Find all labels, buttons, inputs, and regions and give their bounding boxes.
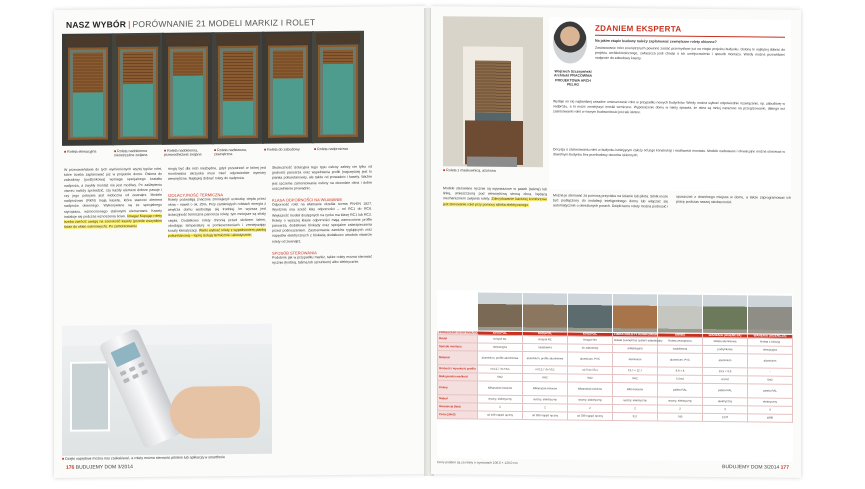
article-column-1: [64, 167, 162, 320]
table-row-label: Gwarancja (lata): [438, 403, 478, 411]
table-cell: ręczny, elektryczny: [478, 395, 523, 403]
table-cell: 2170: [703, 414, 748, 422]
table-product-photo: [703, 293, 748, 333]
expert-question: Na jakim etapie budowy należy zaplanować zewnętrzne rolety okienne?: [595, 38, 717, 45]
house-photo: [443, 16, 543, 167]
table-row-label: Napęd: [438, 395, 478, 403]
column-2-text-b: Rolety pozwalają znacznie zmniejszyć ucieczkę ciepła przez okna – nawet o ok. 25%. Przy zamkniętych roletach energia z wnętrza domu wydostaje się trudniej. Im wyższa jest izolacyjność termiczna pancerza rolety, tym mniejsze są straty ciepła. Dodatkowo rolety chronią przed słońcem latem, obniżając temperaturę w pomieszczeniach i zmniejszając koszty klimatyzacji.: [168, 196, 266, 233]
table-cell: 6m2: [523, 374, 568, 382]
expert-rule: [595, 35, 785, 38]
table-cell: Krispol RL: [478, 335, 523, 343]
table-cell: Roleta aluminiowa: [703, 338, 748, 346]
expert-heading: ZDANIEM EKSPERTA: [595, 23, 682, 34]
table-cell: paleta RAL: [748, 384, 793, 398]
table-cell: 6m2: [568, 374, 613, 382]
table-cell: 3: [703, 406, 748, 414]
page-number-right: 177: [780, 464, 789, 471]
expert-box: [549, 17, 791, 192]
column-3-text-b: Odporność rolet na włamanie określa norma PN-EN 1627. Wyróżnia ona sześć klas odporności – od RC1 do RC6. Większość modeli dostępnych na rynku ma klasę RC1 lub RC2. Rolety o wyższej klasie odporności mają wzmocnione profile pancerza, dodatkowe blokady oraz specjalne zabezpieczenia przed podnoszeniem. Zastosowanie zamków ryglujących oraz napędów elektrycznych z blokadą dodatkowo utrudnia otwarcie rolety od zewnątrz.: [272, 201, 372, 244]
column-3-text-c: Podobnie jak w przypadku markiz, także rolety można sterować ręcznie (korbką, taśmą lub sznurkiem) albo elektrycznie.: [272, 254, 372, 265]
section-heading-control: SPOSÓB STEROWANIA: [272, 250, 317, 256]
right-column-1-text: Modele sterowane ręcznie są wyposażone w pasek (taśmę) lub linkę, umieszczoną pod wewnętrzną stroną okna, będącą mechanizmem zwijania rolety.: [443, 186, 547, 202]
table-brand-cell: ANWIS: [658, 333, 703, 338]
photo-caption-3: ■ Roleta nadokienna, przewodnictwie zwijana: [164, 148, 202, 158]
table-row-label: Sposób montażu: [438, 343, 478, 351]
table-cell: podtynkowa: [703, 346, 748, 354]
table-cell: Roleta z żaluzją: [748, 338, 793, 346]
table-cell: ręczny, elektryczny: [613, 397, 658, 405]
right-page: [431, 6, 801, 478]
table-cell: 13,7 × 12,7: [613, 367, 658, 375]
table-product-photo: [523, 292, 568, 332]
photo-top-mounted-shutter: [212, 32, 264, 145]
table-cell: aluminium, profile aluminiowe: [478, 351, 523, 365]
roller-shutter-photos: [62, 31, 362, 156]
left-footer: [66, 464, 133, 471]
expert-name: Wojciech Szczepański Architekt PRACOWNIA PROJEKTOWA ARCH PELAG: [553, 69, 593, 87]
photo-lintel-shutter: [312, 31, 364, 144]
table-product-photo: [748, 294, 793, 334]
table-cell: 2: [478, 403, 523, 411]
table-cell: paleta RAL: [658, 383, 703, 397]
table-cell: 317: [613, 413, 658, 421]
table-row-label: Materiał: [438, 351, 478, 365]
remote-control-photo: [62, 324, 272, 456]
table-cell: od 339 napęd ręczny: [568, 412, 613, 420]
table-cell: ręczny, elektryczny: [658, 397, 703, 405]
table-cell: 2: [523, 404, 568, 412]
hand: [170, 386, 260, 439]
column-3-text: Skuteczność izolacyjna tego typu osłony zależy nie tylko od grubości pancerza oraz wypełnienia profili (najczęściej jest to pianka poliuretanowa), ale także od prowadnic i kasety. Ważne jest szczelne zamontowanie osłony na obwodzie okna i dobre uszczelnienie prowadnic.: [272, 164, 372, 191]
table-product-photo: [568, 292, 613, 332]
table-cell: Krispol RZ: [523, 336, 568, 344]
table-cell: elewacyjna: [748, 346, 793, 354]
column-1-text: W przeciwieństwie do tych wymienionych wyżej typów rolet, które trzeba zaplanować już w projekcie domu. Osłona do zabudowy (podtynkowa) wymaga specjalnego kształtu nadproża, a zwykły montaż nie jest możliwy. Po zaślepieniu otworu należy sprawdzić, czy każdy element dobrze pasuje i czy jego pokrywa jest widoczna od zewnątrz. Modele nadprożowe (RKN) mają kasetę, która stanowi element nadproża okiennego. Wykonywane są ze specjalnego styropianu, wzmocnionego stalowymi elementami. Kasety instaluje się podczas wznoszenia ścian.: [64, 166, 162, 219]
table-cell: od 289 napęd ręczny: [523, 412, 568, 420]
table-row-label: Kolory: [438, 381, 478, 395]
table-cell: od 12,7 do 53,1: [478, 365, 523, 373]
expert-photo: [553, 21, 587, 63]
photo-builtin-shutter: [262, 31, 314, 144]
column-2-text: mogą być dla nich niezbędne, gdyż przestrzeń w której jest montowana skrzynka musi mieć odpowiednie wymiary wewnętrzne. Najlepiej dobrać rolety do nadproża.: [168, 165, 266, 182]
table-cell: do zabudowy: [568, 344, 613, 352]
table-product-photo: [613, 292, 658, 332]
table-cell: nadstawna: [523, 344, 568, 352]
section-heading-burglary: KLASA ODPORNOŚCI NA WŁAMANIE: [272, 196, 343, 203]
table-brand-cell: KRISPOL: [478, 331, 523, 336]
table-cell: kilka kolorów: [613, 383, 658, 397]
table-cell: aluminium: [613, 353, 658, 367]
column-1-highlight: Uwaga! Kupując rolety trzeba zwrócić uwagę na szerokość kasety (przede wszystkim ścian do okien osłonowych). Po zamontowaniu: [64, 213, 162, 230]
table-photo-row: [438, 291, 793, 335]
table-cell: 2: [658, 405, 703, 413]
table-brand-cell: WAREMA (AGENCJA): [703, 333, 748, 338]
article-title: PORÓWNANIE 21 MODELI MARKIZ I ROLET: [132, 17, 316, 30]
table-cell: kilkanaście kolorów: [568, 382, 613, 396]
table-cell: Roleta zewnętrzna: [658, 337, 703, 345]
left-page: [54, 6, 426, 478]
table-brand-cell: WAREMA (AGENCJA): [748, 334, 793, 339]
table-cell: adaptacyjna: [613, 345, 658, 353]
right-footer: [722, 464, 789, 471]
table-cell: od 199 napęd ręczny: [478, 411, 523, 419]
table-photo-blank: [438, 291, 478, 331]
table-row-label: Model: [438, 335, 478, 343]
photo-caption-5: ■ Roleta do zabudowy: [264, 147, 300, 152]
right-column-1: [443, 186, 547, 287]
table-brand-cell: KRISPOL: [523, 332, 568, 337]
table-cell: Roleta zewnętrzna system adaptacyjny: [613, 337, 658, 345]
table-brand-cell: FIBRA ROLETY KRAKOWSKI: [614, 331, 659, 337]
article-column-2: [168, 166, 266, 319]
table-cell: 2: [613, 405, 658, 413]
table-cell: 4,5m2: [703, 376, 748, 384]
table-cell: 4990: [748, 414, 793, 422]
table-cell: Krispol RN: [568, 336, 613, 344]
table-cell: paleta RAL: [703, 384, 748, 398]
expert-answer-c: Decyzja o zastosowaniu rolet w budynku istniejącym zależy od jego konstrukcji i możliwości montażu. Modele nadstawne i elewacyjne można stosować w dowolnym budynku bez przebudowy otworów okiennych.: [553, 147, 785, 158]
table-cell: 3: [748, 406, 793, 414]
table-row-label: Grubość i wysokość profilu: [438, 365, 478, 373]
table-cell: od 9 do 53,1: [568, 366, 613, 374]
table-cell: aluminium, profile aluminiowe: [523, 352, 568, 366]
table-caption: Ceny podane są za rolety o wymiarach 100,0 × 120,0 cm: [437, 460, 518, 465]
table-product-photo: [478, 291, 523, 331]
table-producer-label: PRODUCENT/ DYSTRYBUTOR: [439, 330, 480, 335]
house-caption: ■ Roleta z maskownicą, ażurowa: [443, 168, 496, 173]
comparison-table-grid: [437, 290, 793, 423]
photo-overwindow-shutter: [112, 33, 164, 146]
section-label: NASZ WYBÓR: [66, 19, 127, 30]
table-cell: 6m2: [748, 376, 793, 384]
page-header: [66, 17, 315, 30]
right-column-1-highlight: Zdecydowanie bardziej komfortowe jest sterowanie rolet przy pomocy silnika elektrycznego.: [443, 197, 547, 207]
photo-caption-4: ■ Roleta nadstawna, zewnętrzna: [214, 147, 247, 157]
table-cell: 9,9 × 8: [658, 367, 703, 375]
table-cell: elektryczny: [748, 398, 793, 406]
table-cell: od 12,7 do 53,1: [523, 366, 568, 374]
photo-elevation-shutter: [62, 33, 114, 146]
magazine-name-right: BUDUJEMY DOM 3/2014: [722, 464, 780, 471]
table-cell: ręczny, elektryczny: [523, 396, 568, 404]
page-number-left: 176: [66, 464, 75, 471]
table-cell: elektryczny: [703, 398, 748, 406]
table-cell: aluminium, PVC: [568, 352, 613, 366]
table-cell: –: [748, 368, 793, 376]
table-cell: 6m2: [613, 375, 658, 383]
table-cell: 6m2: [478, 373, 523, 381]
article-column-3: [272, 165, 372, 468]
table-cell: kilkanaście kolorów: [478, 381, 523, 395]
expert-answer-a: Zastosowanie rolet zewnętrznych powinno zostać przemyślane już na etapie projektu budynku. Osłony te najlepiej dobrać do projektu architektonicznego, zwłaszcza jeśli chodzi o ich umiejscowienie i sposób montażu. Wtedy można przewidzieć nadproże do zabudowy kasety.: [595, 45, 785, 61]
table-product-photo: [658, 293, 703, 333]
remote-caption: ■ Dzięki napędowi można nas zaskakiwać, a rolety można sterować pilotem lub aplikacją w smartfonie: [62, 455, 225, 461]
table-cell: kilkanaście kolorów: [523, 382, 568, 396]
table-cell: aluminium: [703, 354, 748, 368]
table-cell: aluminium, PVC: [658, 353, 703, 367]
photo-caption-1: ■ Roleta elewacyjna: [64, 149, 97, 154]
table-cell: 760: [658, 413, 703, 421]
header-separator: |: [128, 19, 131, 30]
section-heading-insulation: IZOLACYJNOŚĆ TERMICZNA: [168, 191, 224, 198]
table-cell: 5,5m2: [658, 375, 703, 383]
photo-overwindow-shutter-2: [162, 32, 214, 145]
table-cell: ręczny, elektryczny: [568, 396, 613, 404]
table-cell: nadokienna: [658, 345, 703, 353]
table-cell: elewacyjna: [478, 343, 523, 351]
right-column-2: [553, 193, 791, 289]
right-column-2-text: Można je sterować za pomocą przycisku na ścianie lub pilota. Silnik może być podłączony do instalacji inteligentnego domu lub włączać się automatycznie o określonych porach. Dzięki temu rolety można podnosić i opuszczać z dowolnego miejsca w domu, a także zaprogramować ich pracę podczas naszej nieobecności.: [553, 193, 791, 209]
table-row-label: Cena (zł/m2): [438, 411, 478, 419]
table-row-label: Maksymalna wielkość: [438, 373, 478, 381]
magazine-name-left: BUDUJEMY DOM 3/2014: [75, 464, 133, 471]
table-brand-cell: KRISPOL: [568, 332, 613, 337]
column-2-highlight: Warto wybrać rolety z wypełnieniem pianką poliuretanową – lepiej izolują termicznie i akustycznie.: [168, 227, 266, 238]
expert-answer-b: Wydaje mi się najbardziej zasadne umieszczanie rolet w przypadku nowych budynków. Wtedy można wybrać odpowiednie rozwiązanie, np. zabudowę w nadprożu, a to może zmniejszyć mostki termiczne. Wyposażenie domu w rolety sprawia, że okna są mniej narażone na przegrzewanie, dlatego też zastosowanie rolet w nowym budownictwie jest tak istotne.: [553, 99, 785, 115]
photo-caption-6: ■ Roleta nadprożowa: [314, 146, 349, 152]
table-cell: 2: [568, 404, 613, 412]
table-cell: aluminium: [748, 354, 793, 368]
comparison-table: [437, 290, 793, 462]
photo-caption-2: ■ Roleta nadokienna nieostrzeżne zwijana: [114, 148, 148, 158]
table-cell: 13,5 × 9,9: [703, 368, 748, 376]
